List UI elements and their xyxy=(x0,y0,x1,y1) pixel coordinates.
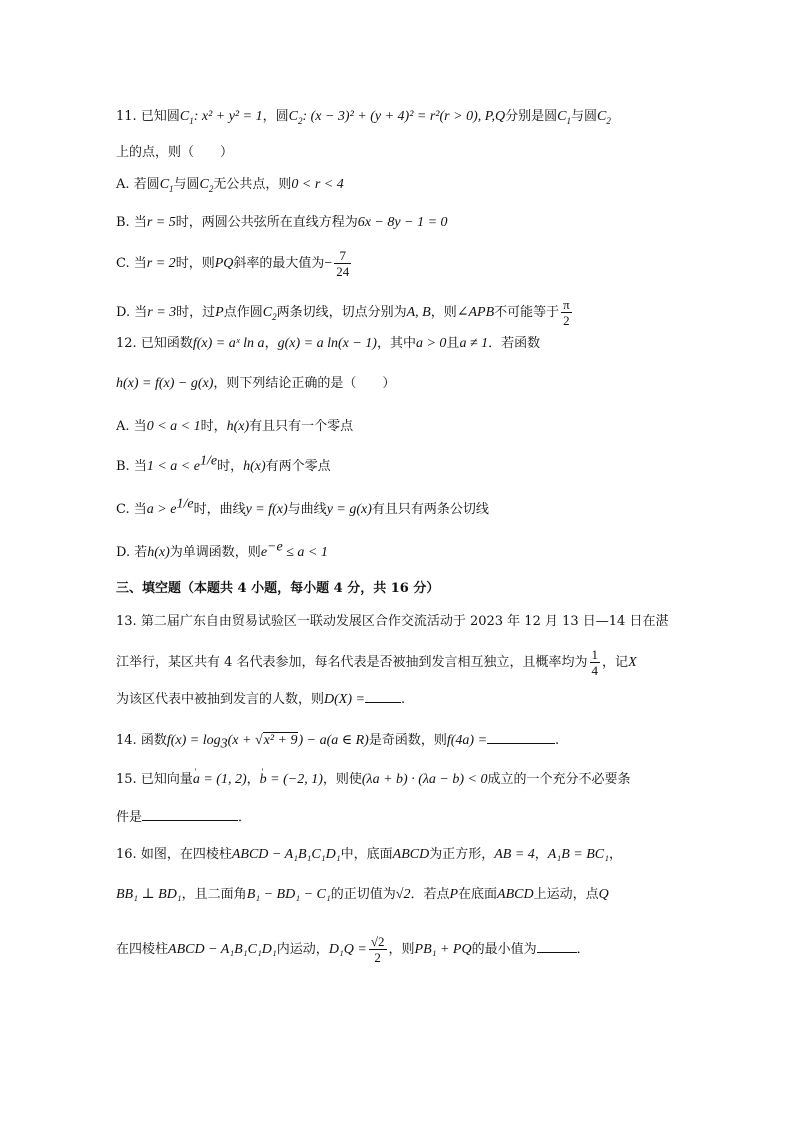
fraction-sqrt2-2: $\frac{√2}{2}$ xyxy=(370,934,385,965)
q11-option-d: D. 当r = 3时，过P点作圆$C_2$两条切线，切点分别为A, B，则∠APB不可能等于 $\frac{\pi}{2}$ xyxy=(116,297,570,328)
q11-number: 11. xyxy=(116,109,137,124)
section-title-fill-in: 三、填空题（本题共 4 小题，每小题 4 分，共 16 分） xyxy=(116,581,440,596)
q13-line1: 13. 第二届广东自由贸易试验区一联动发展区合作交流活动于 2023 年 12 月 13 日—14 日在湛 xyxy=(116,614,669,629)
q14-line: 14. 函数$f(x) = \log_3(x + √x^2 + 9) - a(a$ ∈ R)是奇函数，则f(4a) = . xyxy=(116,733,560,752)
answer-blank[interactable] xyxy=(365,690,401,703)
q12-stem-line2: h(x) = f(x) − g(x)，则下列结论正确的是（ ） xyxy=(116,376,396,391)
q12-option-a: A. 当0 < a < 1时，h(x)有且只有一个零点 xyxy=(116,419,354,434)
q12-number: 12. xyxy=(116,336,137,351)
answer-blank[interactable] xyxy=(142,808,238,821)
q15-line2: 件是 ． xyxy=(116,810,252,825)
q13-line3: 为该区代表中被抽到发言的人数，则D(X) = . xyxy=(116,692,406,707)
q15-line1: 15. 已知向量' a = (1, 2)，' b = (−2, 1)，则使(λa + b) · (λa − b) < 0成立的一个充分不必要条 xyxy=(116,771,631,789)
q16-line2: BB₁ ⊥ BD₁，且二面角B₁ − BD₁ − C₁的正切值为√2．若点P在底面ABCD上运动，点Q xyxy=(116,887,609,902)
q11-option-c: C. 当r = 2时，则PQ斜率的最大值为− $\frac{7}{24}$ xyxy=(116,248,350,279)
q11-stem-line1: 11. 已知圆$C_1$: x² + y² = 1，圆$C_2$: (x − 3)² + (y + 4)² = r²(r > 0), P,Q分别是圆$C_1$与圆$C_2$ xyxy=(116,109,611,126)
q11-option-b: B. 当r = 5时，两圆公共弦所在直线方程为6x − 8y − 1 = 0 xyxy=(116,215,448,230)
answer-blank[interactable] xyxy=(487,731,555,744)
q16-line1: 16. 如图，在四棱柱ABCD − A₁B₁C₁D₁中，底面ABCD为正方形，AB = 4，A₁B = BC₁， xyxy=(116,847,622,862)
q12-stem-line1: 12. 已知函数f(x) = aˣ ln a，g(x) = a ln(x − 1)，其中a > 0且a ≠ 1．若函数 xyxy=(116,336,541,351)
q11-option-a: A. 若圆$C_1$与圆$C_2$无公共点，则0 < r < 4 xyxy=(116,177,344,194)
fraction-1-4: $\frac{1}{4}$ xyxy=(591,647,599,678)
q13-line2: 江举行，某区共有 4 名代表参加，每名代表是否被抽到发言相互独立，且概率均为 $\frac{1}{4}$ ，记X xyxy=(116,647,637,678)
fraction-7-24: $\frac{7}{24}$ xyxy=(336,248,350,279)
q16-line3: 在四棱柱ABCD − A₁B₁C₁D₁内运动，D₁Q = $\frac{√2}{2}$ ，则PB₁ + PQ的最小值为 ． xyxy=(116,934,590,965)
q11-stem-line2: 上的点，则（ ） xyxy=(116,145,234,160)
q12-option-c: C. 当$a > e^{1/e}$时，曲线y = f(x)与曲线y = g(x)有且只有两条公切线 xyxy=(116,496,489,517)
answer-blank[interactable] xyxy=(537,940,577,953)
fraction-pi-2: $\frac{\pi}{2}$ xyxy=(563,297,570,328)
q12-option-b: B. 当$1 < a < e^{1/e}$时，h(x)有两个零点 xyxy=(116,453,331,474)
q12-option-d: D. 若h(x)为单调函数，则$e^{-e} \le a < 1$ xyxy=(116,539,328,560)
